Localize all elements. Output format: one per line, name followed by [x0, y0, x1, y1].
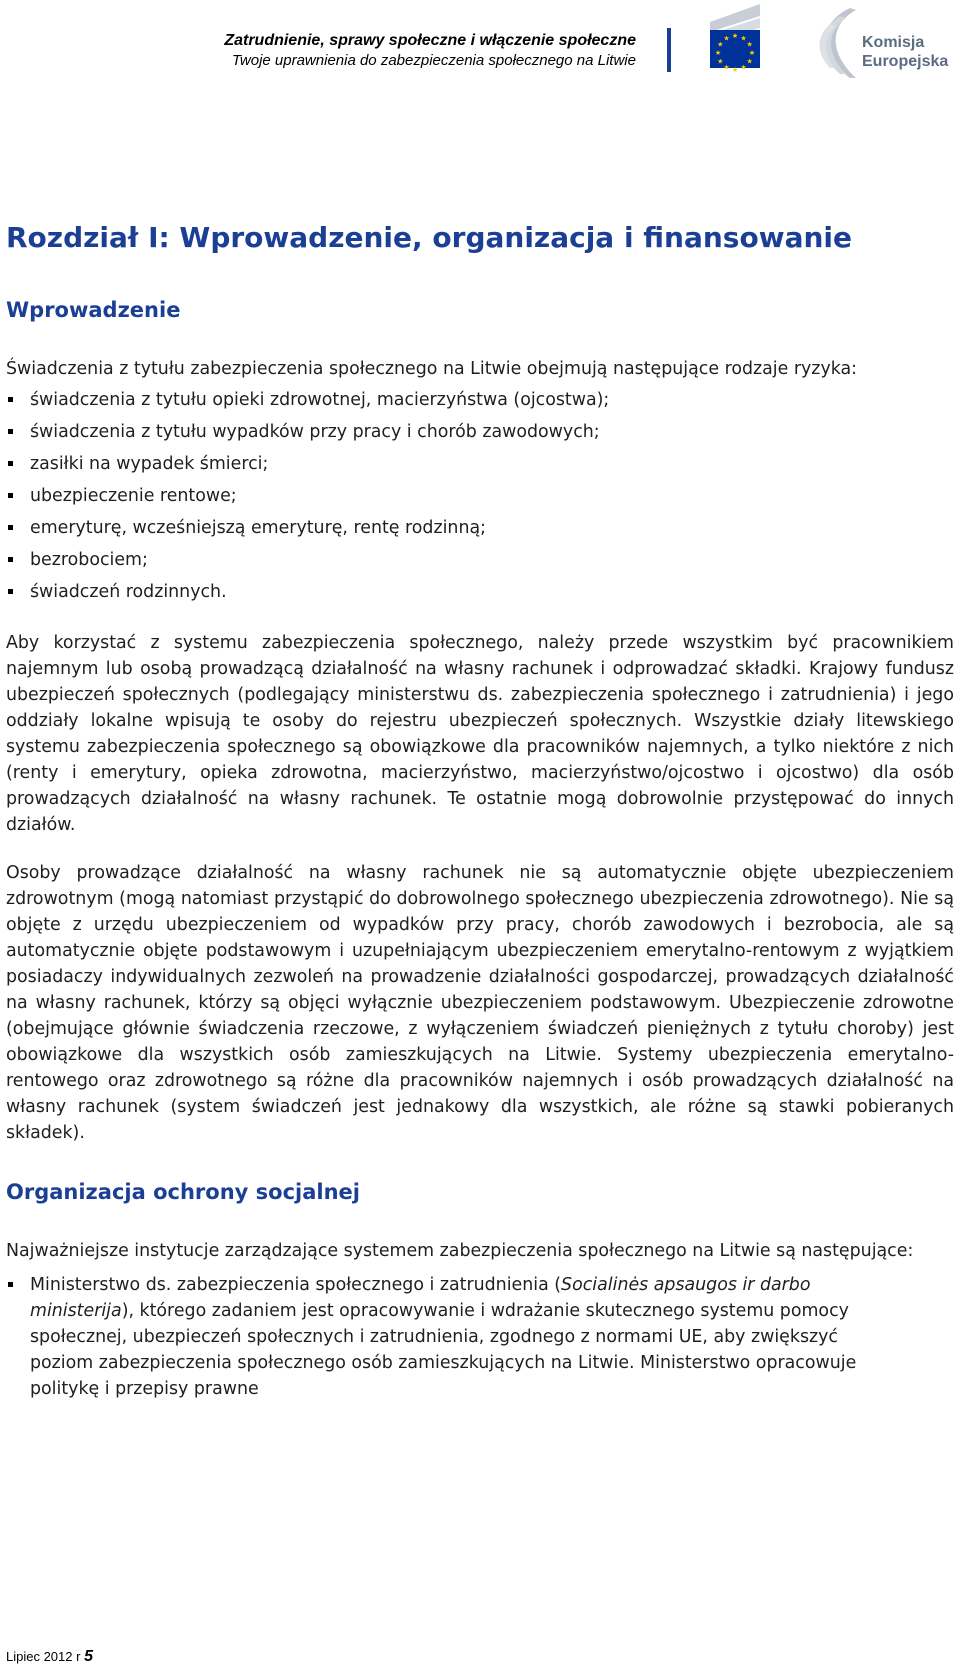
risk-list — [6, 384, 954, 608]
logo-wordmark — [862, 33, 948, 71]
svg-text:★: ★ — [746, 40, 753, 49]
page-header — [0, 0, 960, 80]
header-titles — [224, 31, 636, 70]
list-item: bezrobociem; — [6, 544, 954, 576]
logo-line-1: Komisja — [862, 34, 925, 51]
svg-text:★: ★ — [714, 49, 722, 57]
header-title: Zatrudnienie, sprawy społeczne i włączenie społeczne — [224, 32, 636, 49]
section-heading-introduction: Wprowadzenie — [6, 298, 181, 322]
svg-text:★: ★ — [717, 40, 724, 49]
chapter-title: Rozdział I: Wprowadzenie, organizacja i finansowanie — [6, 221, 852, 254]
footer-date: Lipiec 2012 r — [6, 1649, 81, 1664]
svg-text:★: ★ — [723, 63, 730, 72]
ministry-native-name: Socialinės apsaugos ir darbo ministerija — [30, 1275, 811, 1321]
body-paragraph-2: Osoby prowadzące działalność na własny rachunek nie są automatycznie objęte ubezpieczeniem zdrowotnym (mogą natomiast przystąpić do dobrowolnego społecznego ubezpieczenia zdrowotnego). Nie są objęte z urzędu ubezpieczeniem od wypadków przy pracy, chorób zawodowych i bezrobocia, ale są automatycznie objęte podstawowym i uzupełniającym ubezpieczeniem emerytalno-rentowym z wyjątkiem posiadaczy indywidualnych zezwoleń na prowadzenie działalności gospodarczej, prowadzących działalność na własny rachunek, którzy są objęci wyłącznie ubezpieczeniem podstawowym. Ubezpieczenie zdrowotne (obejmujące głównie świadczenia rzeczowe, z wyłączeniem świadczeń pieniężnych z tytułu choroby) jest obowiązkowe dla wszystkich osób zamieszkujących na Litwie. Systemy ubezpieczenia emerytalno-rentowego oraz zdrowotnego są różne dla pracowników najemnych i osób prowadzących działalność na własny rachunek (system świadczeń jest jednakowy dla wszystkich, ale różne są stawki pobieranych składek). — [6, 863, 954, 1143]
document-body — [6, 220, 954, 1402]
list-item-text: Ministerstwo ds. zabezpieczenia społecznego i zatrudnienia ( — [30, 1275, 562, 1295]
list-item: zasiłki na wypadek śmierci; — [6, 448, 954, 480]
svg-text:★: ★ — [731, 32, 739, 40]
svg-text:★: ★ — [740, 63, 747, 72]
institution-list — [6, 1272, 954, 1402]
svg-text:★: ★ — [717, 57, 724, 66]
list-item: świadczenia z tytułu opieki zdrowotnej, macierzyństwa (ojcostwa); — [6, 384, 954, 416]
svg-text:★: ★ — [740, 34, 747, 43]
list-item — [6, 1272, 954, 1402]
svg-text:★: ★ — [746, 57, 753, 66]
body-paragraph-1: Aby korzystać z systemu zabezpieczenia społecznego, należy przede wszystkim być pracownikiem najemnym lub osobą prowadzącą działalność na własny rachunek i odprowadzać składki. Krajowy fundusz ubezpieczeń społecznych (podlegający ministerstwu ds. zabezpieczenia społecznego i zatrudnienia) i jego oddziały lokalne wpisują te osoby do rejestru ubezpieczeń społecznych. Wszystkie działy litewskiego systemu zabezpieczenia społecznego są obowiązkowe dla pracowników najemnych, a tylko niektóre z nich (renty i emerytury, opieka zdrowotna, macierzyństwo, macierzyństwo/ojcostwo i ojcostwo) dla osób prowadzących działalność na własny rachunek. Te ostatnie mogą dobrowolnie przystępować do innych działów. — [6, 633, 954, 835]
logo-line-2: Europejska — [862, 53, 949, 70]
svg-text:★: ★ — [731, 66, 739, 74]
list-item-text: ), którego zadaniem jest opracowywanie i wdrażanie skutecznego systemu pomocy społecznej, ubezpieczeń społecznych i zatrudnienia, zgodnego z normami UE, aby zwiększyć poziom zabezpieczenia społecznego osób zamieszkujących na Litwie. Ministerstwo opracowuje politykę i przepisy prawne — [30, 1301, 857, 1399]
organisation-lead-paragraph: Najważniejsze instytucje zarządzające systemem zabezpieczenia społecznego na Litwie są następujące: — [6, 1241, 914, 1261]
svg-text:★: ★ — [723, 34, 730, 43]
section-heading-organisation: Organizacja ochrony socjalnej — [6, 1180, 360, 1204]
header-subtitle: Twoje uprawnienia do zabezpieczenia społecznego na Litwie — [231, 52, 636, 69]
svg-text:★: ★ — [748, 49, 756, 57]
page-footer — [6, 1648, 93, 1666]
list-item: świadczenia z tytułu wypadków przy pracy i chorób zawodowych; — [6, 416, 954, 448]
header-divider — [667, 28, 671, 72]
page-number: 5 — [84, 1648, 93, 1665]
list-item: świadczeń rodzinnych. — [6, 576, 954, 608]
intro-lead-paragraph: Świadczenia z tytułu zabezpieczenia społecznego na Litwie obejmują następujące rodzaje ryzyka: — [6, 359, 858, 379]
list-item: ubezpieczenie rentowe; — [6, 480, 954, 512]
list-item: emeryturę, wcześniejszą emeryturę, rentę rodzinną; — [6, 512, 954, 544]
